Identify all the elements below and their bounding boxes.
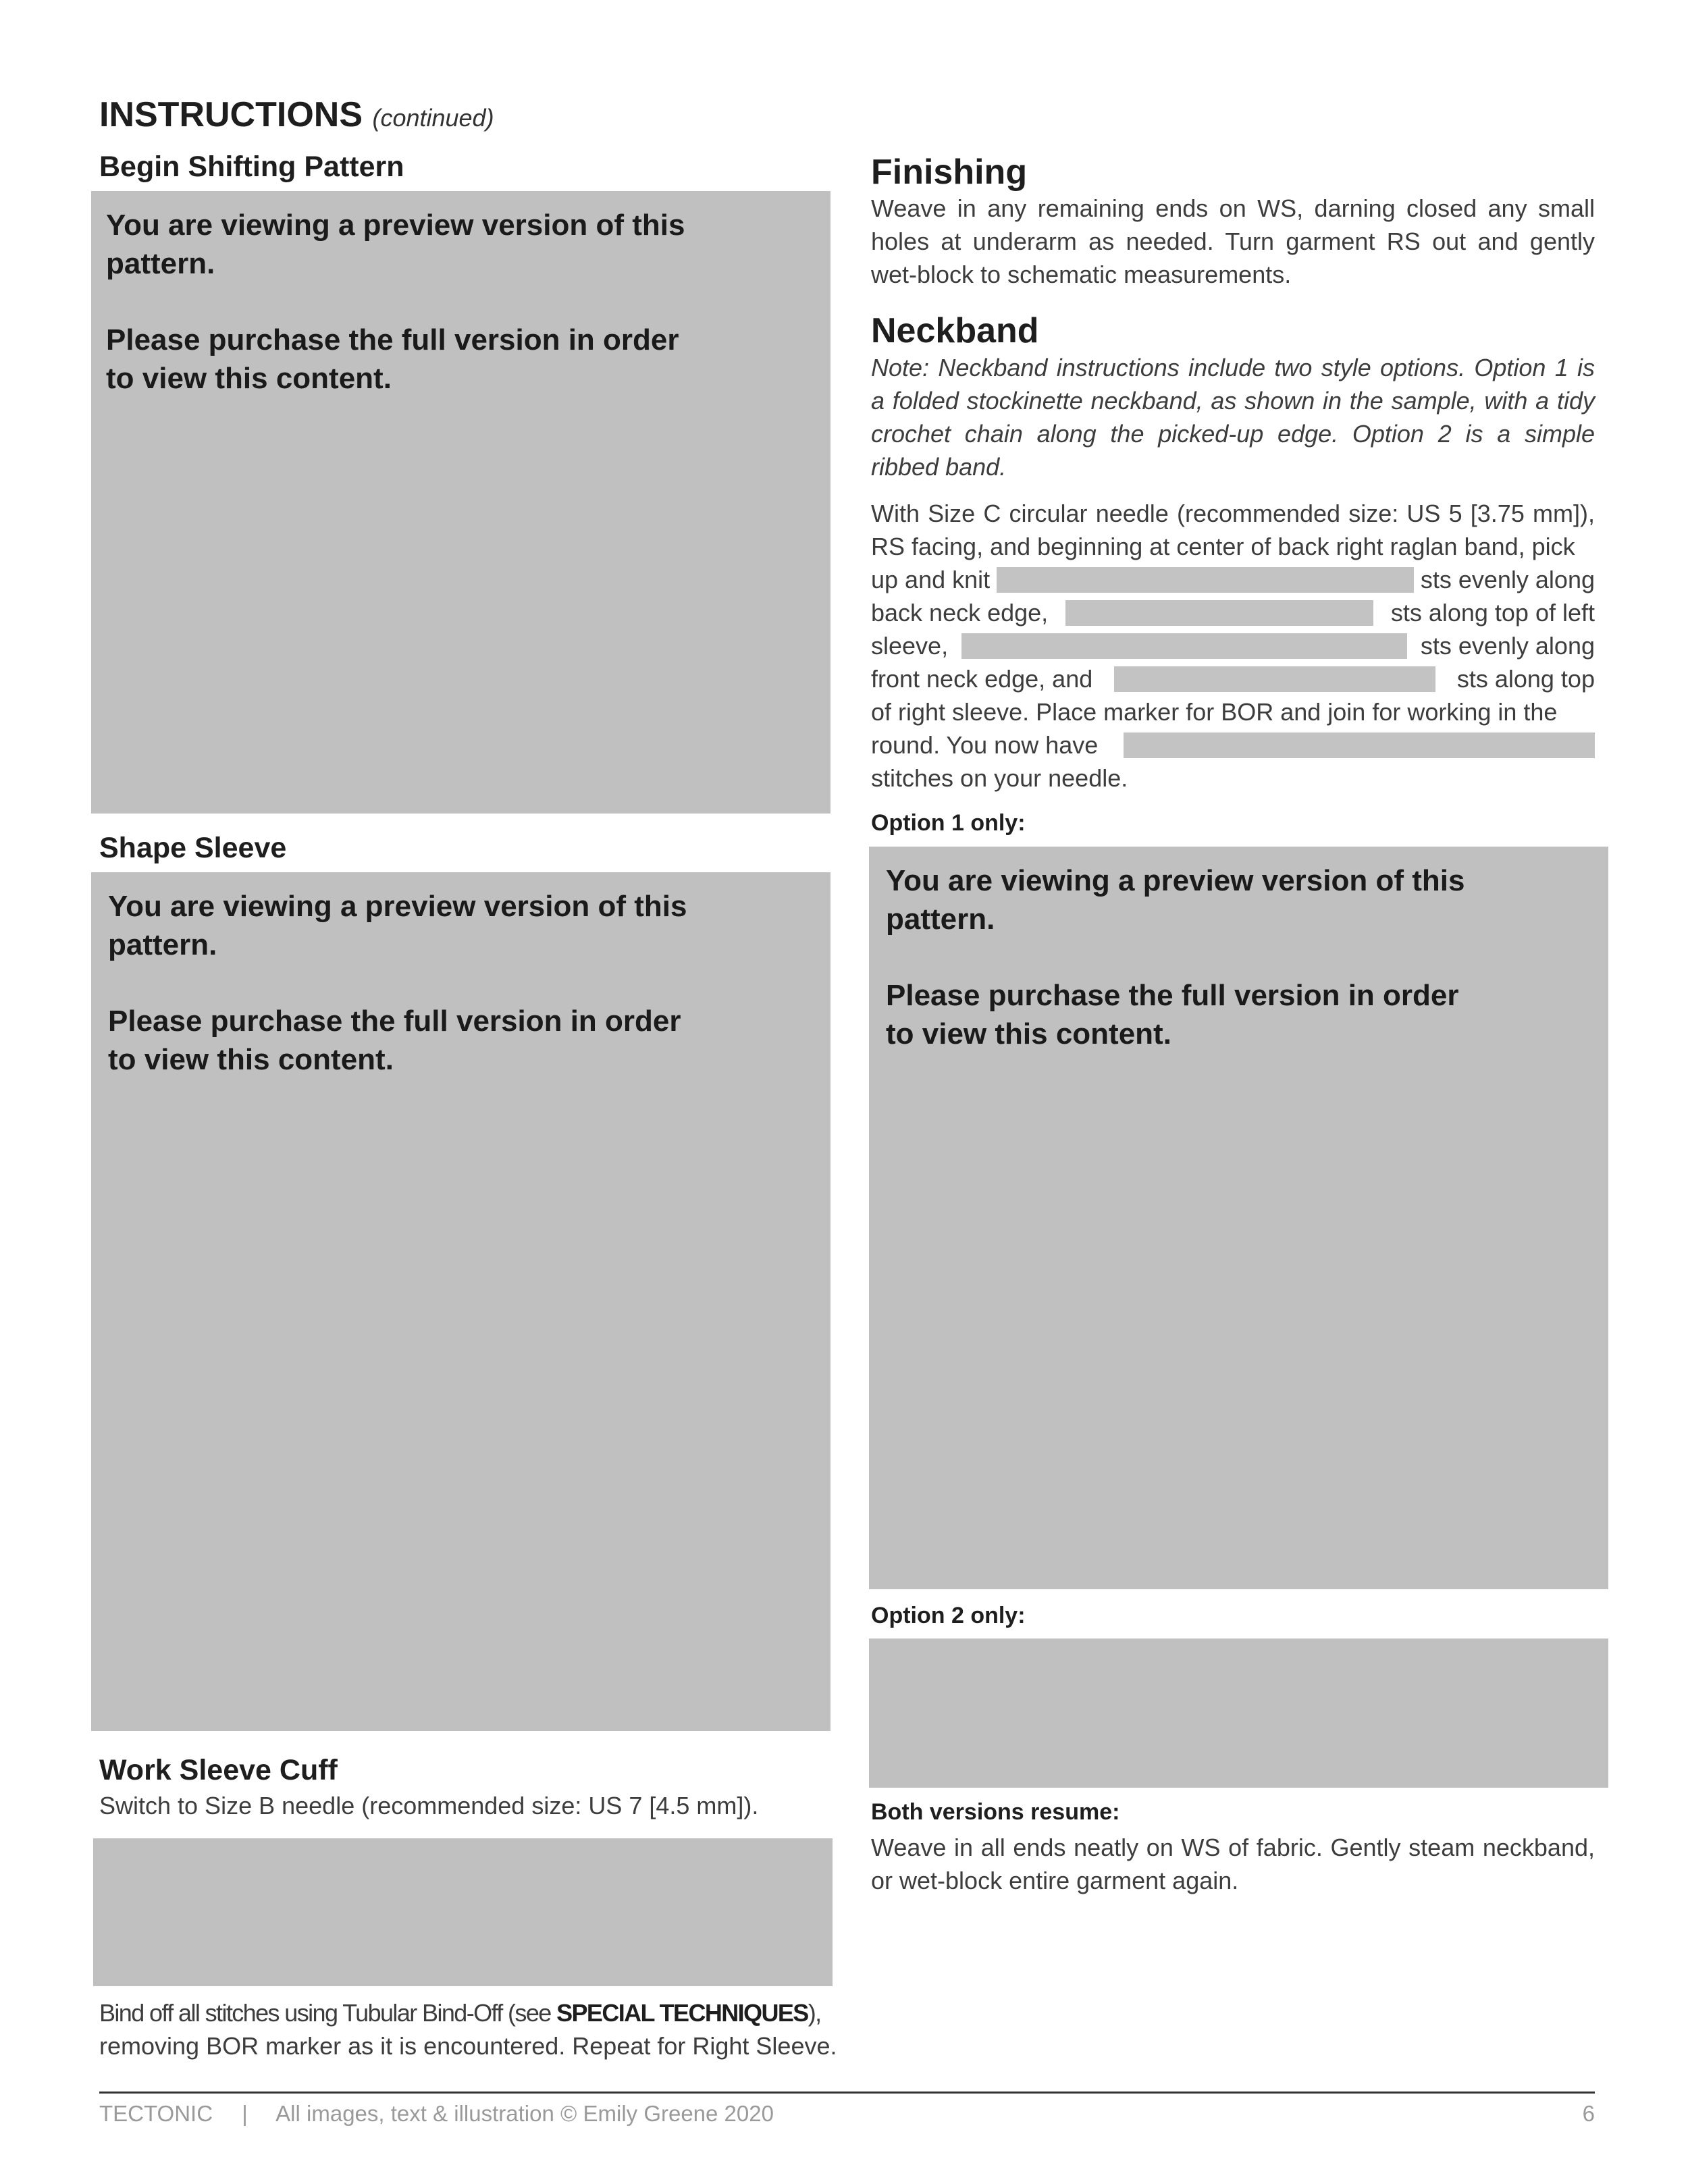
pickup-seg: sts along top [1456,665,1595,693]
redacted-block-option-2 [869,1639,1608,1788]
pickup-seg: front neck edge, and [871,665,1093,693]
pickup-line-8 [871,728,1595,762]
pickup-seg: sts evenly along [1420,632,1595,660]
pickup-instructions [871,497,1595,794]
page-title-text: INSTRUCTIONS [99,95,363,134]
pickup-intro: With Size C circular needle (recommended size: US 5 [3.75 mm]), RS facing, and beginning at center of back right raglan band, pick [871,500,1595,560]
page-number: 6 [1582,2101,1595,2126]
pickup-seg: up and knit [871,566,991,593]
redacted-block-cuff [93,1838,833,1986]
option-2-label: Option 2 only: [871,1603,1026,1628]
pickup-line-7: of right sleeve. Place marker for BOR and join for working in the [871,698,1558,726]
page-title-subtitle: (continued) [372,104,494,132]
neckband-note: Note: Neckband instructions include two style options. Option 1 is a folded stockinette neckband, as shown in the sample, with a tidy crochet chain along the picked-up edge. Option 2 is a simple ribbed band. [871,354,1595,481]
cuff-instructions: Switch to Size B needle (recommended size: US 7 [4.5 mm]). [99,1792,759,1819]
pickup-line-5 [871,629,1595,662]
preview-line-1: You are viewing a preview version of this pattern. [886,864,1465,936]
footer-separator: | [242,2101,248,2126]
preview-message [108,887,716,1079]
pickup-seg: sleeve, [871,632,949,660]
preview-block-option-1 [869,847,1608,1589]
footer-rule [99,2092,1595,2094]
footer-brand: TECTONIC [99,2101,213,2126]
redacted-stitch-count [1114,666,1435,692]
bindoff-line-2: removing BOR marker as it is encountered. Repeat for Right Sleeve. [99,2032,837,2060]
pickup-seg: round. You now have [871,731,1099,759]
preview-line-2: Please purchase the full version in order to view this content. [108,1005,681,1076]
preview-block-shape-sleeve [91,872,830,1731]
finishing-text: Weave in any remaining ends on WS, darning closed any small holes at underarm as needed. Turn garment RS out and gently wet-block to schematic measurements. [871,194,1595,288]
option-1-label: Option 1 only: [871,810,1026,836]
preview-line-1: You are viewing a preview version of this pattern. [106,209,685,280]
preview-block-shifting [91,191,830,814]
pickup-seg: sts along top of left [1390,599,1595,627]
preview-message [106,206,714,398]
preview-message [886,861,1494,1053]
pickup-line-3 [871,563,1595,596]
footer [99,2101,1595,2135]
special-techniques-ref: SPECIAL TECHNIQUES [556,1999,808,2027]
page-title [99,93,494,140]
section-heading-shifting: Begin Shifting Pattern [99,151,404,183]
section-heading-neckband: Neckband [871,311,1039,350]
pickup-line-4 [871,596,1595,629]
pickup-seg: back neck edge, [871,599,1049,627]
footer-copyright: All images, text & illustration © Emily Greene 2020 [275,2101,774,2126]
bindoff-suffix: ), [808,1999,821,2027]
section-heading-finishing: Finishing [871,153,1028,192]
both-versions-label: Both versions resume: [871,1799,1120,1825]
bindoff-line-1 [99,1996,842,2029]
both-versions-text: Weave in all ends neatly on WS of fabric. Gently steam neckband, or wet-block entire garment again. [871,1834,1595,1894]
redacted-stitch-count [961,633,1407,659]
redacted-stitch-count [1124,733,1595,758]
pickup-seg: sts evenly along [1420,566,1595,593]
section-heading-shape-sleeve: Shape Sleeve [99,832,287,864]
redacted-stitch-count [1065,600,1373,626]
pickup-line-9: stitches on your needle. [871,764,1128,792]
preview-line-2: Please purchase the full version in order to view this content. [106,323,679,395]
redacted-stitch-count [997,567,1414,593]
preview-line-1: You are viewing a preview version of this pattern. [108,890,687,961]
bindoff-instructions [99,1996,842,2062]
section-heading-sleeve-cuff: Work Sleeve Cuff [99,1754,338,1786]
pickup-line-6 [871,662,1595,695]
preview-line-2: Please purchase the full version in order to view this content. [886,979,1459,1050]
bindoff-prefix: Bind off all stitches using Tubular Bind-Off (see [99,1999,557,2027]
